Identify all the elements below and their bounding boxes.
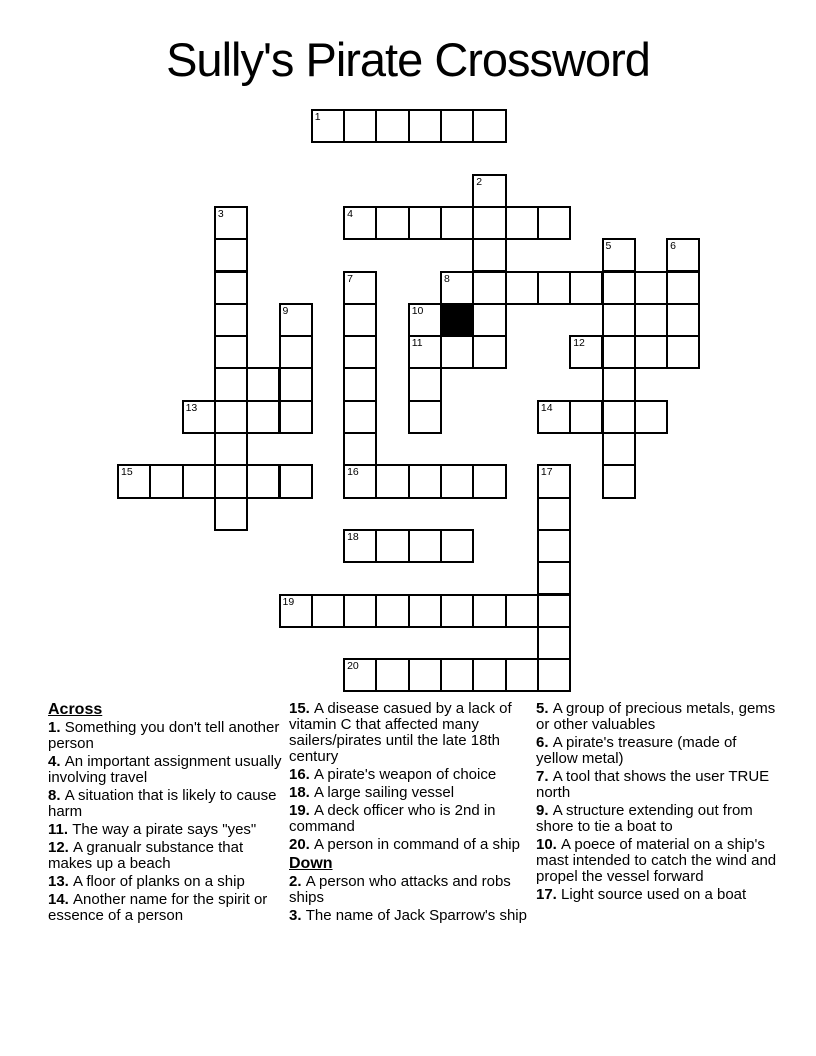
clue-header-across: Across — [48, 701, 103, 718]
cell-number: 16 — [347, 466, 359, 479]
grid-cell[interactable] — [214, 497, 248, 531]
cell-number: 5 — [605, 240, 612, 253]
clue-item: 10. A poece of material on a ship's mast intended to catch the wind and propel the vessel forward — [536, 836, 777, 885]
grid-cell[interactable] — [279, 335, 313, 369]
clue-number: 13. — [48, 873, 74, 890]
grid-cell[interactable] — [440, 464, 474, 498]
grid-cell[interactable] — [537, 658, 571, 692]
puzzle-title: Sully's Pirate Crossword — [166, 33, 650, 86]
grid-cell[interactable] — [343, 658, 377, 692]
clue-item: 7. A tool that shows the user TRUE north — [536, 768, 770, 801]
grid-cell[interactable] — [408, 529, 442, 563]
clue-item: 9. A structure extending out from shore to tie a boat to — [536, 802, 753, 835]
clue-number: 20. — [289, 836, 315, 853]
clue-number: 8. — [48, 787, 65, 804]
clues-section — [0, 701, 816, 1051]
clue-number: 9. — [536, 802, 553, 819]
grid-cell[interactable] — [634, 271, 668, 305]
grid-cell[interactable] — [279, 303, 313, 337]
grid-cell[interactable] — [343, 464, 377, 498]
grid-cell[interactable] — [602, 464, 636, 498]
grid-cell[interactable] — [343, 335, 377, 369]
grid-cell[interactable] — [440, 658, 474, 692]
grid-cell[interactable] — [602, 432, 636, 466]
grid-cell[interactable] — [214, 367, 248, 401]
grid-cell[interactable] — [343, 367, 377, 401]
grid-cell[interactable] — [279, 400, 313, 434]
grid-cell[interactable] — [408, 400, 442, 434]
grid-cell[interactable] — [472, 206, 506, 240]
grid-cell[interactable] — [569, 400, 603, 434]
clue-number: 4. — [48, 753, 65, 770]
cell-number: 3 — [217, 207, 224, 220]
grid-cell[interactable] — [214, 464, 248, 498]
grid-cell[interactable] — [602, 367, 636, 401]
grid-cell[interactable] — [375, 109, 409, 143]
cell-number: 9 — [282, 304, 289, 317]
grid-cell[interactable] — [537, 529, 571, 563]
clue-number: 1. — [48, 719, 65, 736]
grid-cell[interactable] — [472, 594, 506, 628]
grid-cell[interactable] — [666, 238, 700, 272]
clue-item: 19. A deck officer who is 2nd in command — [289, 802, 496, 835]
grid-cell[interactable] — [440, 109, 474, 143]
grid-cell[interactable] — [246, 464, 280, 498]
grid-cell[interactable] — [440, 206, 474, 240]
grid-cell[interactable] — [537, 497, 571, 531]
clue-number: 16. — [289, 766, 315, 783]
grid-cell[interactable] — [440, 594, 474, 628]
clue-item: 8. A situation that is likely to cause harm — [48, 787, 277, 820]
grid-cell[interactable] — [214, 335, 248, 369]
grid-cell[interactable] — [182, 464, 216, 498]
clue-item: 2. A person who attacks and robs ships — [289, 873, 511, 906]
clue-item: 5. A group of precious metals, gems or other valuables — [536, 700, 776, 733]
grid-cell[interactable] — [311, 109, 345, 143]
grid-cell[interactable] — [537, 400, 571, 434]
grid-cell[interactable] — [279, 594, 313, 628]
grid-cell[interactable] — [375, 464, 409, 498]
clue-number: 12. — [48, 839, 74, 856]
grid-cell[interactable] — [375, 658, 409, 692]
grid-cell[interactable] — [214, 303, 248, 337]
grid-cell[interactable] — [214, 271, 248, 305]
grid-cell[interactable] — [408, 594, 442, 628]
grid-cell[interactable] — [343, 432, 377, 466]
cell-number: 15 — [121, 466, 133, 479]
clue-item: 6. A pirate's treasure (made of yellow metal) — [536, 734, 737, 767]
grid-cell[interactable] — [602, 271, 636, 305]
grid-cell[interactable] — [343, 529, 377, 563]
clue-number: 10. — [536, 836, 562, 853]
grid-cell[interactable] — [505, 594, 539, 628]
clue-item: 18. A large sailing vessel — [289, 784, 455, 801]
clue-item: 12. A granualr substance that makes up a beach — [48, 839, 244, 872]
grid-cell[interactable] — [440, 529, 474, 563]
cell-number: 13 — [185, 401, 198, 414]
cell-number: 12 — [573, 337, 585, 350]
cell-number: 1 — [314, 111, 321, 123]
grid-cell[interactable] — [505, 658, 539, 692]
grid-cell[interactable] — [537, 271, 571, 305]
cell-number: 14 — [540, 401, 553, 414]
grid-cell[interactable] — [214, 206, 248, 240]
grid-cell[interactable] — [408, 658, 442, 692]
grid-cell[interactable] — [634, 335, 668, 369]
grid-cell[interactable] — [472, 174, 506, 208]
grid-cell[interactable] — [246, 367, 280, 401]
clue-number: 2. — [289, 873, 306, 890]
grid-cell[interactable] — [505, 271, 539, 305]
grid-cell[interactable] — [214, 400, 248, 434]
grid-cell[interactable] — [246, 400, 280, 434]
clue-number: 15. — [289, 700, 315, 717]
grid-cell[interactable] — [537, 594, 571, 628]
grid-cell[interactable] — [472, 109, 506, 143]
clue-item: 17. Light source used on a boat — [536, 886, 747, 903]
cell-number: 4 — [347, 207, 353, 220]
grid-cell[interactable] — [537, 464, 571, 498]
grid-cell[interactable] — [408, 206, 442, 240]
grid-cell[interactable] — [505, 206, 539, 240]
grid-cell[interactable] — [666, 271, 700, 305]
grid-cell[interactable] — [279, 367, 313, 401]
clue-number: 17. — [536, 886, 562, 903]
grid-cell[interactable] — [537, 206, 571, 240]
cell-number: 8 — [444, 272, 450, 285]
clue-item: 16. A pirate's weapon of choice — [289, 766, 497, 783]
clue-item: 13. A floor of planks on a ship — [48, 873, 245, 890]
grid-cell[interactable] — [602, 238, 636, 272]
grid-cell[interactable] — [472, 464, 506, 498]
cell-number: 11 — [411, 337, 423, 350]
grid-cell-black — [440, 303, 474, 337]
grid-cell[interactable] — [182, 400, 216, 434]
clue-item: 14. Another name for the spirit or essence of a person — [48, 891, 268, 924]
grid-cell[interactable] — [149, 464, 183, 498]
clue-number: 7. — [536, 768, 553, 785]
grid-cell[interactable] — [408, 109, 442, 143]
grid-cell[interactable] — [343, 109, 377, 143]
cell-number: 20 — [347, 660, 359, 673]
cell-number: 7 — [347, 272, 353, 285]
cell-number: 10 — [411, 304, 424, 317]
clue-number: 5. — [536, 700, 553, 717]
grid-cell[interactable] — [602, 400, 636, 434]
cell-number: 2 — [476, 175, 483, 188]
clue-column-3 — [536, 701, 782, 905]
grid-cell[interactable] — [279, 464, 313, 498]
grid-cell[interactable] — [537, 626, 571, 660]
clue-item: 15. A disease casued by a lack of vitamin C that affected many sailers/pirates until the late 18th century — [289, 700, 512, 765]
clue-number: 3. — [289, 907, 306, 924]
grid-cell[interactable] — [440, 335, 474, 369]
grid-cell[interactable] — [117, 464, 151, 498]
grid-cell[interactable] — [472, 335, 506, 369]
grid-cell[interactable] — [375, 594, 409, 628]
clue-column-2 — [289, 701, 532, 926]
grid-cell[interactable] — [214, 238, 248, 272]
grid-cell[interactable] — [343, 400, 377, 434]
clue-number: 19. — [289, 802, 315, 819]
grid-cell[interactable] — [472, 238, 506, 272]
clue-item: 11. The way a pirate says "yes" — [48, 821, 257, 838]
grid-cell[interactable] — [375, 529, 409, 563]
grid-cell[interactable] — [408, 367, 442, 401]
clue-item: 1. Something you don't tell another person — [48, 719, 280, 752]
grid-cell[interactable] — [343, 594, 377, 628]
grid-cell[interactable] — [634, 400, 668, 434]
cell-number: 18 — [347, 530, 359, 543]
clue-number: 18. — [289, 784, 315, 801]
grid-cell[interactable] — [408, 303, 442, 337]
grid-cell[interactable] — [602, 303, 636, 337]
grid-cell[interactable] — [408, 335, 442, 369]
clue-number: 6. — [536, 734, 553, 751]
grid-cell[interactable] — [666, 303, 700, 337]
clue-item: 3. The name of Jack Sparrow's ship — [289, 907, 527, 924]
grid-cell[interactable] — [311, 594, 345, 628]
grid-cell[interactable] — [375, 206, 409, 240]
grid-cell[interactable] — [408, 464, 442, 498]
cell-number: 6 — [670, 240, 676, 253]
grid-cell[interactable] — [440, 271, 474, 305]
grid-cell[interactable] — [537, 561, 571, 595]
cell-number: 19 — [282, 595, 295, 608]
grid-cell[interactable] — [569, 335, 603, 369]
clue-number: 11. — [48, 821, 73, 838]
grid-cell[interactable] — [343, 206, 377, 240]
grid-cell[interactable] — [472, 658, 506, 692]
grid-cell[interactable] — [472, 303, 506, 337]
grid-cell[interactable] — [343, 303, 377, 337]
cell-number: 17 — [540, 466, 553, 479]
clue-item: 20. A person in command of a ship — [289, 836, 520, 853]
grid-cell[interactable] — [602, 335, 636, 369]
clue-header-down: Down — [289, 855, 333, 872]
grid-cell[interactable] — [214, 432, 248, 466]
grid-cell[interactable] — [666, 335, 700, 369]
clue-column-1 — [48, 701, 286, 926]
grid-cell[interactable] — [343, 271, 377, 305]
grid-cell[interactable] — [569, 271, 603, 305]
clue-number: 14. — [48, 891, 74, 908]
clue-item: 4. An important assignment usually involving travel — [48, 753, 282, 786]
grid-cell[interactable] — [472, 271, 506, 305]
